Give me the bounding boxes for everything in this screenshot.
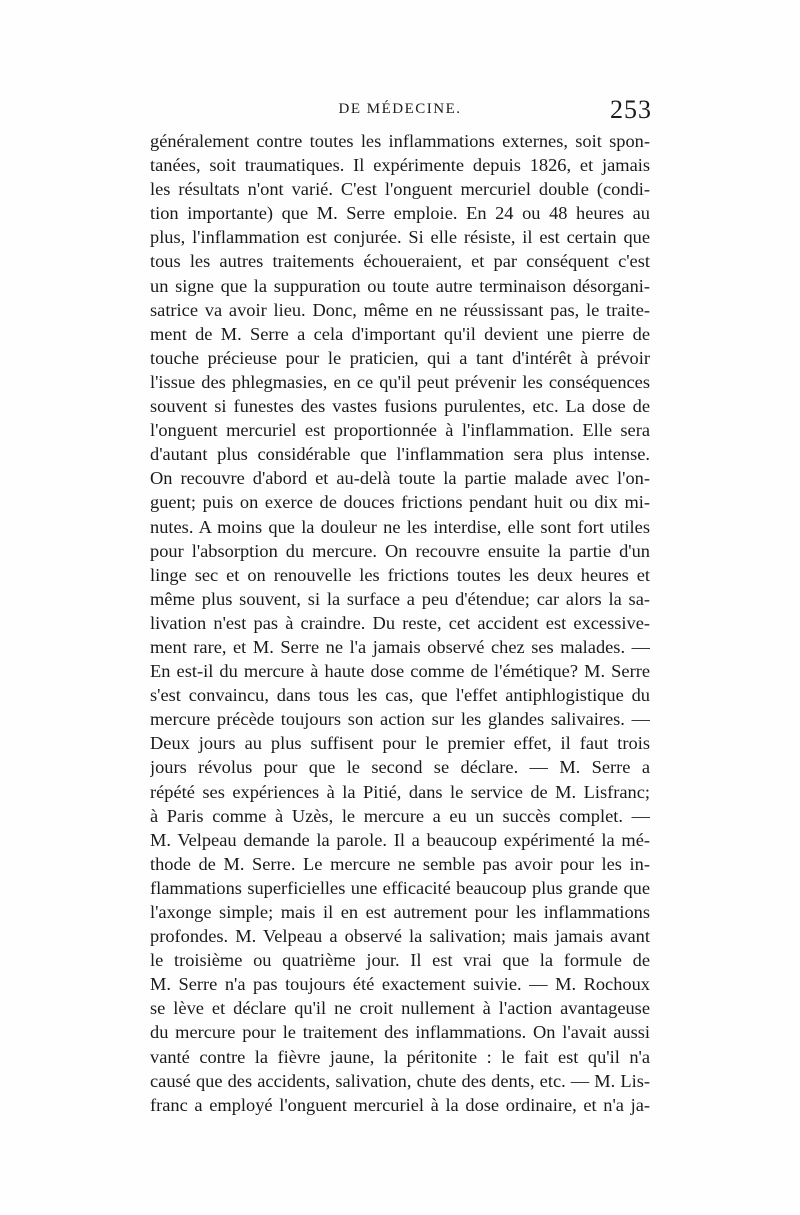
text-line: tous les autres traitements échoueraient, et par conséquent c'est [150, 251, 650, 272]
text-line: l'axonge simple; mais il en est autrement pour les inflammations [150, 902, 650, 922]
text-line: pour l'absorption du mercure. On recouvre ensuite la partie d'un [150, 540, 650, 561]
text-line: les résultats n'ont varié. C'est l'onguent mercuriel double (condi- [150, 179, 650, 200]
text-line: satrice va avoir lieu. Donc, même en ne réussissant pas, le traite- [150, 299, 650, 320]
text-line: causé que des accidents, salivation, chute des dents, etc. — M. Lis- [150, 1070, 650, 1091]
text-line: ment rare, et M. Serre ne l'a jamais observé chez ses malades. — [150, 636, 650, 657]
text-line: à Paris comme à Uzès, le mercure a eu un succès complet. — [150, 805, 650, 826]
text-line: répété ses expériences à la Pitié, dans le service de M. Lisfranc; [150, 781, 650, 802]
text-line: l'onguent mercuriel est proportionnée à l'inflammation. Elle sera [150, 420, 650, 441]
text-line: En est-il du mercure à haute dose comme de l'émétique? M. Serre [150, 661, 650, 682]
text-line: profondes. M. Velpeau a observé la salivation; mais jamais avant [150, 926, 650, 947]
text-line: Deux jours au plus suffisent pour le premier effet, il faut trois [150, 733, 650, 754]
text-line: tanées, soit traumatiques. Il expérimente depuis 1826, et jamais [150, 155, 650, 176]
text-line: guent; puis on exerce de douces frictions pendant huit ou dix mi- [150, 492, 650, 513]
text-line: l'issue des phlegmasies, en ce qu'il peut prévenir les conséquences [150, 371, 650, 392]
running-title: DE MÉDECINE. [338, 101, 462, 117]
text-line: nutes. A moins que la douleur ne les interdise, elle sont fort utiles [150, 516, 650, 537]
text-line: vanté contre la fièvre jaune, la péritonite : le fait est qu'il n'a [150, 1046, 650, 1067]
text-line: plus, l'inflammation est conjurée. Si elle résiste, il est certain que [150, 227, 650, 248]
text-line: linge sec et on renouvelle les frictions toutes les deux heures et [150, 564, 650, 585]
text-line: s'est convaincu, dans tous les cas, que l'effet antiphlogistique du [150, 685, 650, 706]
text-line: un signe que la suppuration ou toute autre terminaison désorgani- [150, 275, 650, 296]
text-line: le troisième ou quatrième jour. Il est vrai que la formule de [150, 950, 650, 971]
text-line: jours révolus pour que le second se déclare. — M. Serre a [150, 757, 650, 778]
running-head [150, 95, 650, 125]
text-line: d'autant plus considérable que l'inflammation sera plus intense. [150, 444, 650, 465]
body-text [150, 129, 650, 1117]
text-line: généralement contre toutes les inflammations externes, soit spon- [150, 131, 650, 151]
text-line: thode de M. Serre. Le mercure ne semble pas avoir pour les in- [150, 853, 650, 874]
text-line: du mercure pour le traitement des inflammations. On l'avait aussi [150, 1022, 650, 1043]
text-line: franc a employé l'onguent mercuriel à la dose ordinaire, et n'a ja- [150, 1094, 650, 1115]
page-number: 253 [610, 95, 652, 124]
text-line: touche précieuse pour le praticien, qui a tant d'intérêt à prévoir [150, 347, 650, 368]
text-line: souvent si funestes des vastes fusions purulentes, etc. La dose de [150, 396, 650, 417]
text-line: M. Serre n'a pas toujours été exactement suivie. — M. Rochoux [150, 974, 650, 995]
text-line: flammations superficielles une efficacité beaucoup plus grande que [150, 877, 650, 898]
text-line: mercure précède toujours son action sur les glandes salivaires. — [150, 709, 650, 730]
text-line: ment de M. Serre a cela d'important qu'il devient une pierre de [150, 323, 650, 344]
text-line: tion importante) que M. Serre emploie. En 24 ou 48 heures au [150, 203, 650, 224]
text-line: M. Velpeau demande la parole. Il a beaucoup expérimenté la mé- [150, 829, 650, 850]
text-line: même plus souvent, si la surface a peu d'étendue; car alors la sa- [150, 588, 650, 609]
text-line: livation n'est pas à craindre. Du reste, cet accident est excessive- [150, 612, 650, 633]
text-line: se lève et déclare qu'il ne croit nullement à l'action avantageuse [150, 998, 650, 1019]
text-line: On recouvre d'abord et au-delà toute la partie malade avec l'on- [150, 468, 650, 489]
